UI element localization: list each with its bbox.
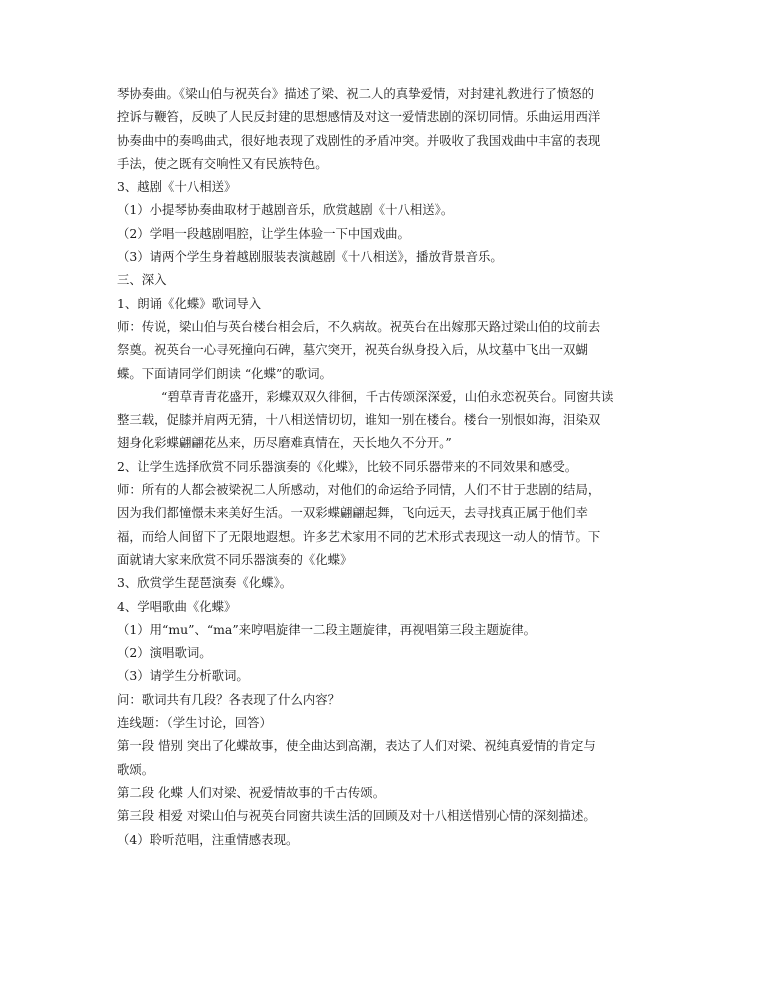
text-line: 歌颂。 — [117, 761, 155, 777]
section-heading: 4、学唱歌曲《化蝶》 — [117, 598, 237, 614]
text-line: 蝶。下面请同学们朗读 “化蝶”的歌词。 — [117, 365, 332, 381]
list-item: （2）演唱歌词。 — [117, 645, 212, 661]
section-heading: 3、欣赏学生琵琶演奏《化蝶》。 — [117, 575, 293, 591]
list-item: （4）聆听范唱，注重情感表现。 — [117, 831, 299, 847]
list-item: （1）小提琴协奏曲取材于越剧音乐，欣赏越剧《十八相送》。 — [117, 202, 454, 218]
document-body — [117, 82, 657, 851]
section-heading: 1、朗诵《化蝶》歌词导入 — [117, 295, 262, 311]
text-line: 第三段 相爱 对梁山伯与祝英台同窗共读生活的回顾及对十八相送惜别心情的深刻描述。 — [117, 808, 596, 824]
text-line: 第一段 惜别 突出了化蝶故事，使全曲达到高潮，表达了人们对梁、祝纯真爱情的肯定与 — [117, 738, 596, 754]
lyrics-line: 整三载，促膝并肩两无猜，十八相送情切切，谁知一别在楼台。楼台一别恨如海，泪染双 — [117, 412, 601, 428]
lyrics-line: “碧草青青花盛开，彩蝶双双久徘徊，千古传颂深深爱，山伯永恋祝英台。同窗共读 — [161, 388, 614, 404]
list-item: （1）用“mu”、“ma”来哼唱旋律一二段主题旋律，再视唱第三段主题旋律。 — [117, 621, 537, 637]
lyrics-line: 翅身化彩蝶翩翩花丛来，历尽磨难真情在，天长地久不分开。” — [117, 435, 452, 451]
text-line: 福，而给人间留下了无限地遐想。许多艺术家用不同的艺术形式表现这一动人的情节。下 — [117, 528, 601, 544]
text-line: 师：所有的人都会被梁祝二人所感动，对他们的命运给予同情，人们不甘于悲剧的结局， — [117, 482, 601, 498]
section-heading: 2、让学生选择欣赏不同乐器演奏的《化蝶》，比较不同乐器带来的不同效果和感受。 — [117, 458, 578, 474]
text-line: 面就请大家来欣赏不同乐器演奏的《化蝶》 — [117, 551, 353, 567]
text-line: 问：歌词共有几段？各表现了什么内容？ — [117, 691, 341, 707]
section-heading: 三、深入 — [117, 272, 167, 288]
text-line: 协奏曲中的奏鸣曲式，很好地表现了戏剧性的矛盾冲突。并吸收了我国戏曲中丰富的表现 — [117, 132, 601, 148]
text-line: 连线题：（学生讨论，回答） — [117, 715, 272, 731]
text-line: 琴协奏曲。《梁山伯与祝英台》描述了梁、祝二人的真挚爱情，对封建礼教进行了愤怒的 — [117, 86, 595, 101]
text-line: 控诉与鞭笞，反映了人民反封建的思想感情及对这一爱情悲剧的深切同情。乐曲运用西洋 — [117, 109, 601, 125]
list-item: （3）请学生分析歌词。 — [117, 668, 249, 684]
list-item: （2）学唱一段越剧唱腔，让学生体验一下中国戏曲。 — [117, 225, 410, 241]
text-line: 手法，使之既有交响性又有民族特色。 — [117, 155, 328, 171]
list-item: （3）请两个学生身着越剧服装表演越剧《十八相送》，播放背景音乐。 — [117, 249, 503, 265]
section-heading: 3、越剧《十八相送》 — [117, 179, 237, 195]
text-line: 师：传说，梁山伯与英台楼台相会后，不久病故。祝英台在出嫁那天路过梁山伯的坟前去 — [117, 318, 601, 334]
text-line: 因为我们都憧憬未来美好生活。一双彩蝶翩翩起舞，飞向远天，去寻找真正属于他们幸 — [117, 505, 588, 521]
text-line: 第二段 化蝶 人们对梁、祝爱情故事的千古传颂。 — [117, 784, 386, 800]
text-line: 祭奠。祝英台一心寻死撞向石碑，墓穴突开，祝英台纵身投入后，从坟墓中飞出一双蝴 — [117, 342, 588, 358]
